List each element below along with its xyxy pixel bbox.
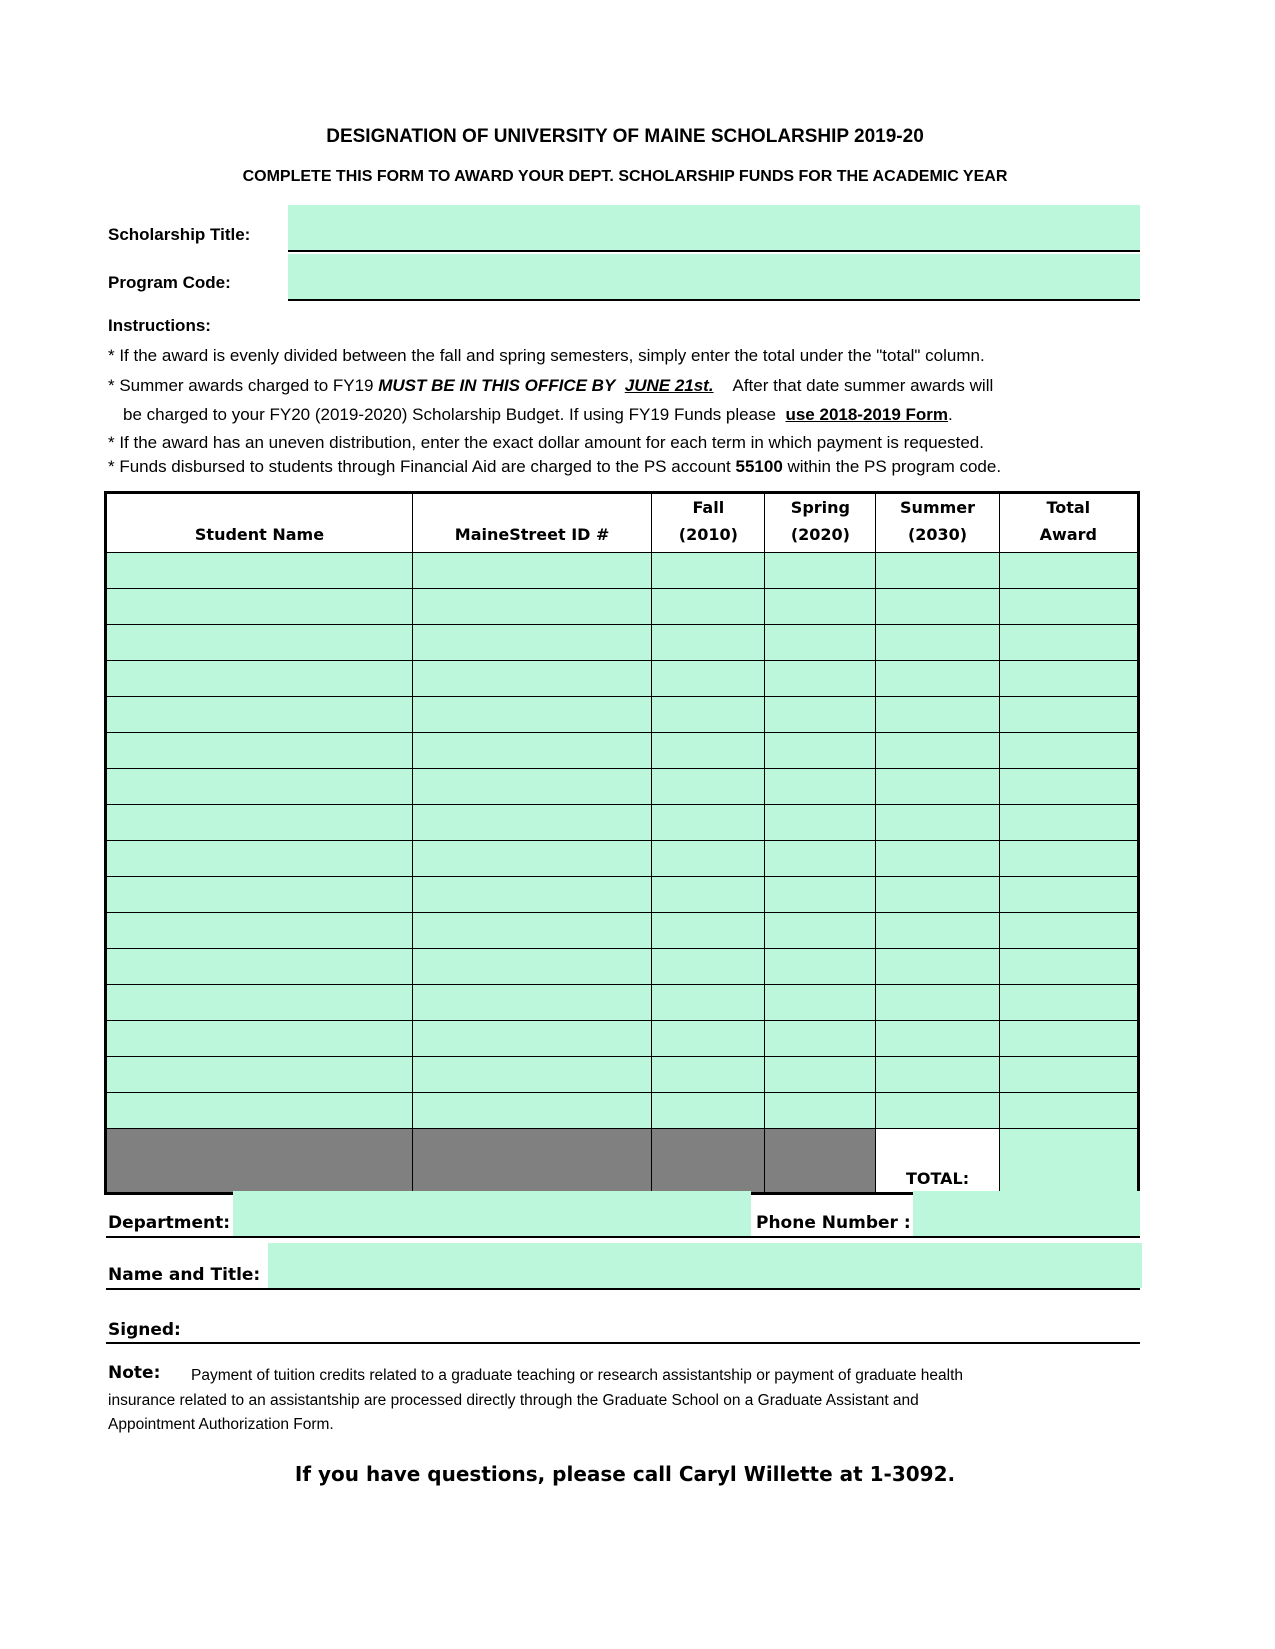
mainestreet-id-cell[interactable]	[412, 985, 651, 1021]
col-fall-year: (2010)	[678, 525, 738, 544]
spring-cell[interactable]	[765, 1093, 876, 1129]
fall-cell[interactable]	[652, 1057, 765, 1093]
student-name-cell[interactable]	[106, 877, 413, 913]
mainestreet-id-cell[interactable]	[412, 877, 651, 913]
total-award-field[interactable]	[999, 1129, 1138, 1194]
fall-cell[interactable]	[652, 733, 765, 769]
mainestreet-id-cell[interactable]	[412, 697, 651, 733]
spring-cell[interactable]	[765, 769, 876, 805]
total-award-cell[interactable]	[999, 1093, 1138, 1129]
student-name-cell[interactable]	[106, 985, 413, 1021]
table-row	[106, 1057, 1139, 1093]
summer-cell[interactable]	[876, 697, 999, 733]
total-award-cell[interactable]	[999, 949, 1138, 985]
student-name-cell[interactable]	[106, 661, 413, 697]
fall-cell[interactable]	[652, 949, 765, 985]
form-subtitle: COMPLETE THIS FORM TO AWARD YOUR DEPT. SCHOLARSHIP FUNDS FOR THE ACADEMIC YEAR	[242, 168, 1008, 185]
mainestreet-id-cell[interactable]	[412, 733, 651, 769]
phone-number-field[interactable]	[913, 1191, 1140, 1236]
col-fall	[652, 493, 765, 553]
mainestreet-id-cell[interactable]	[412, 661, 651, 697]
total-award-cell[interactable]	[999, 841, 1138, 877]
col-student-name	[106, 493, 413, 553]
instruction-line-1: * If the award is evenly divided between the fall and spring semesters, simply enter the total under the "total" column.	[108, 346, 985, 365]
total-award-cell[interactable]	[999, 877, 1138, 913]
col-total-label: Total	[1046, 498, 1091, 517]
spring-cell[interactable]	[765, 661, 876, 697]
total-award-cell[interactable]	[999, 1021, 1138, 1057]
summer-cell[interactable]	[876, 1093, 999, 1129]
total-award-cell[interactable]	[999, 913, 1138, 949]
col-summer-year: (2030)	[907, 525, 968, 544]
spring-cell[interactable]	[765, 1021, 876, 1057]
program-code-label: Program Code:	[108, 273, 231, 292]
name-title-underline	[106, 1288, 1140, 1290]
col-summer	[876, 493, 999, 553]
mainestreet-id-cell[interactable]	[412, 913, 651, 949]
table-row	[106, 877, 1139, 913]
phone-number-label: Phone Number :	[756, 1213, 911, 1233]
col-mainestreet-id-label: MaineStreet ID #	[454, 525, 610, 544]
department-field[interactable]	[233, 1191, 751, 1236]
fall-cell[interactable]	[652, 625, 765, 661]
mainestreet-id-cell[interactable]	[412, 841, 651, 877]
instruction-line-3-a: be charged to your FY20 (2019-2020) Scholarship Budget. If using FY19 Funds please	[123, 405, 777, 424]
mainestreet-id-cell[interactable]	[412, 553, 651, 589]
instruction-line-5-c: within the PS program code.	[782, 457, 1002, 476]
instruction-deadline-emphasis: MUST BE IN THIS OFFICE BY	[378, 376, 616, 395]
spring-cell[interactable]	[765, 625, 876, 661]
name-title-field[interactable]	[268, 1243, 1142, 1288]
summer-cell[interactable]	[876, 841, 999, 877]
student-name-cell[interactable]	[106, 1093, 413, 1129]
instruction-line-2	[108, 376, 993, 396]
table-row	[106, 625, 1139, 661]
fall-cell[interactable]	[652, 1021, 765, 1057]
fall-cell[interactable]	[652, 841, 765, 877]
mainestreet-id-cell[interactable]	[412, 1093, 651, 1129]
fall-cell[interactable]	[652, 589, 765, 625]
fall-cell[interactable]	[652, 985, 765, 1021]
table-row	[106, 841, 1139, 877]
total-award-cell[interactable]	[999, 661, 1138, 697]
note-line-2: insurance related to an assistantship are processed directly through the Graduate School on a Graduate Assistant and	[108, 1392, 919, 1409]
summer-cell[interactable]	[876, 625, 999, 661]
table-row	[106, 769, 1139, 805]
note-label: Note:	[108, 1363, 161, 1383]
summer-cell[interactable]	[876, 769, 999, 805]
total-award-cell[interactable]	[999, 733, 1138, 769]
award-table	[104, 491, 1140, 1195]
fall-cell[interactable]	[652, 877, 765, 913]
col-spring-label: Spring	[790, 498, 850, 517]
summer-cell[interactable]	[876, 1057, 999, 1093]
student-name-cell[interactable]	[106, 841, 413, 877]
student-name-cell[interactable]	[106, 805, 413, 841]
col-fall-label: Fall	[692, 498, 725, 517]
instruction-line-2-d: After that date summer awards will	[732, 376, 994, 395]
col-award-label: Award	[1039, 525, 1097, 544]
student-name-cell[interactable]	[106, 949, 413, 985]
table-row	[106, 1093, 1139, 1129]
spring-cell[interactable]	[765, 985, 876, 1021]
total-award-cell[interactable]	[999, 553, 1138, 589]
scholarship-title-field[interactable]	[288, 205, 1140, 252]
spring-cell[interactable]	[765, 805, 876, 841]
total-award-cell[interactable]	[999, 589, 1138, 625]
fall-cell[interactable]	[652, 913, 765, 949]
total-award-cell[interactable]	[999, 985, 1138, 1021]
name-title-label: Name and Title:	[108, 1265, 261, 1285]
spring-cell[interactable]	[765, 697, 876, 733]
instruction-line-4: * If the award has an uneven distribution, enter the exact dollar amount for each term in which payment is requested.	[108, 433, 984, 452]
table-row	[106, 949, 1139, 985]
instruction-line-3	[123, 405, 953, 425]
spring-cell[interactable]	[765, 1057, 876, 1093]
table-row	[106, 553, 1139, 589]
student-name-cell[interactable]	[106, 1021, 413, 1057]
col-summer-label: Summer	[900, 498, 976, 517]
student-name-cell[interactable]	[106, 1057, 413, 1093]
table-row	[106, 913, 1139, 949]
student-name-cell[interactable]	[106, 625, 413, 661]
fall-cell[interactable]	[652, 553, 765, 589]
summer-cell[interactable]	[876, 949, 999, 985]
summer-cell[interactable]	[876, 589, 999, 625]
summer-cell[interactable]	[876, 733, 999, 769]
program-code-field[interactable]	[288, 254, 1140, 301]
total-row-blank-cell	[765, 1129, 876, 1194]
total-award-cell[interactable]	[999, 1057, 1138, 1093]
form-title: DESIGNATION OF UNIVERSITY OF MAINE SCHOLARSHIP 2019-20	[326, 126, 924, 147]
spring-cell[interactable]	[765, 733, 876, 769]
table-row	[106, 733, 1139, 769]
fall-cell[interactable]	[652, 769, 765, 805]
summer-cell[interactable]	[876, 553, 999, 589]
spring-cell[interactable]	[765, 553, 876, 589]
student-name-cell[interactable]	[106, 589, 413, 625]
student-name-cell[interactable]	[106, 913, 413, 949]
total-row-blank-cell	[652, 1129, 765, 1194]
col-spring-year: (2020)	[790, 525, 850, 544]
mainestreet-id-cell[interactable]	[412, 589, 651, 625]
signature-line[interactable]	[106, 1342, 1140, 1344]
instruction-line-2-a: * Summer awards charged to FY19	[108, 376, 379, 395]
department-underline	[106, 1236, 1140, 1238]
table-header-row	[106, 493, 1139, 553]
total-award-cell[interactable]	[999, 697, 1138, 733]
total-award-cell[interactable]	[999, 805, 1138, 841]
total-award-cell[interactable]	[999, 769, 1138, 805]
spring-cell[interactable]	[765, 949, 876, 985]
table-row	[106, 661, 1139, 697]
student-name-cell[interactable]	[106, 733, 413, 769]
table-row	[106, 589, 1139, 625]
summer-cell[interactable]	[876, 985, 999, 1021]
mainestreet-id-cell[interactable]	[412, 1057, 651, 1093]
use-prior-form-link[interactable]: use 2018-2019 Form	[785, 405, 949, 424]
fall-cell[interactable]	[652, 661, 765, 697]
spring-cell[interactable]	[765, 841, 876, 877]
fall-cell[interactable]	[652, 1093, 765, 1129]
summer-cell[interactable]	[876, 805, 999, 841]
fall-cell[interactable]	[652, 805, 765, 841]
col-mainestreet-id	[412, 493, 651, 553]
table-total-row	[106, 1129, 1139, 1194]
spring-cell[interactable]	[765, 877, 876, 913]
col-spring	[765, 493, 876, 553]
note-line-1: Payment of tuition credits related to a graduate teaching or research assistantship or payment of graduate health	[191, 1367, 964, 1384]
total-row-blank-cell	[106, 1129, 413, 1194]
contact-footer: If you have questions, please call Caryl Willette at 1-3092.	[294, 1462, 956, 1486]
spring-cell[interactable]	[765, 589, 876, 625]
table-row	[106, 805, 1139, 841]
mainestreet-id-cell[interactable]	[412, 805, 651, 841]
department-label: Department:	[108, 1213, 231, 1233]
col-total-award	[999, 493, 1138, 553]
table-row	[106, 697, 1139, 733]
fall-cell[interactable]	[652, 697, 765, 733]
spring-cell[interactable]	[765, 913, 876, 949]
note-line-3: Appointment Authorization Form.	[108, 1416, 334, 1433]
col-student-name-label: Student Name	[194, 525, 325, 544]
student-name-cell[interactable]	[106, 553, 413, 589]
summer-cell[interactable]	[876, 1021, 999, 1057]
summer-cell[interactable]	[876, 913, 999, 949]
mainestreet-id-cell[interactable]	[412, 625, 651, 661]
total-label: TOTAL:	[876, 1129, 999, 1194]
instruction-line-5-a: * Funds disbursed to students through Financial Aid are charged to the PS account	[108, 457, 736, 476]
signed-label: Signed:	[108, 1320, 181, 1340]
table-row	[106, 985, 1139, 1021]
summer-cell[interactable]	[876, 661, 999, 697]
ps-account-number: 55100	[735, 457, 783, 476]
table-row	[106, 1021, 1139, 1057]
total-row-blank-cell	[412, 1129, 651, 1194]
mainestreet-id-cell[interactable]	[412, 949, 651, 985]
summer-cell[interactable]	[876, 877, 999, 913]
scholarship-title-label: Scholarship Title:	[108, 225, 251, 244]
mainestreet-id-cell[interactable]	[412, 769, 651, 805]
mainestreet-id-cell[interactable]	[412, 1021, 651, 1057]
instruction-line-3-c: .	[948, 405, 953, 424]
instruction-line-5	[108, 457, 1001, 477]
total-award-cell[interactable]	[999, 625, 1138, 661]
instruction-deadline-date: JUNE 21st.	[624, 376, 714, 395]
student-name-cell[interactable]	[106, 697, 413, 733]
student-name-cell[interactable]	[106, 769, 413, 805]
instructions-heading: Instructions:	[108, 316, 211, 335]
